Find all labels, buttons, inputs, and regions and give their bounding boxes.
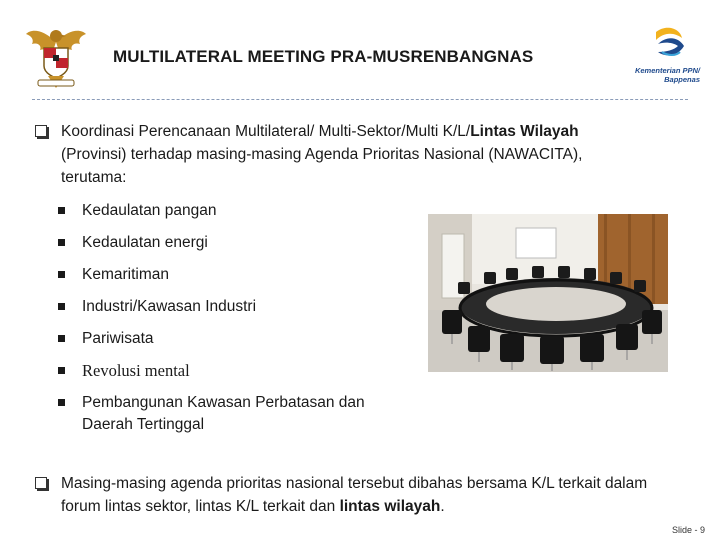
list-item (58, 328, 418, 350)
closing-paragraph (35, 472, 675, 522)
list-item (58, 264, 418, 286)
priority-list (58, 200, 418, 446)
garuda-emblem-icon (22, 22, 90, 92)
closing-text (61, 472, 675, 518)
header-divider (32, 99, 688, 100)
closing-bold: lintas wilayah (339, 498, 441, 515)
bappenas-logo (620, 22, 700, 88)
intro-text-part2: (Provinsi) terhadap masing-masing Agenda Prioritas Nasional (NAWACITA), terutama: (61, 146, 583, 186)
square-bullet-icon (58, 367, 65, 374)
square-bullet-icon (58, 207, 65, 214)
slide-number: Slide - 9 (672, 525, 706, 535)
checkbox-bullet-icon (35, 477, 47, 489)
intro-text-part1: Koordinasi Perencanaan Multilateral/ Multi-Sektor/Multi K/L/ (61, 123, 471, 140)
list-item (58, 232, 418, 254)
closing-text-part2: . (440, 498, 445, 515)
square-bullet-icon (58, 303, 65, 310)
list-item (58, 360, 418, 382)
meeting-room-photo (428, 214, 668, 372)
list-item (58, 296, 418, 318)
list-item-label: Kedaulatan energi (82, 234, 208, 251)
logo-text-line2: Bappenas (664, 75, 700, 84)
intro-bold: Lintas Wilayah (470, 123, 579, 140)
page-title: MULTILATERAL MEETING PRA-MUSRENBANGNAS (113, 47, 534, 66)
list-item-label: Kedaulatan pangan (82, 202, 217, 219)
square-bullet-icon (58, 335, 65, 342)
square-bullet-icon (58, 239, 65, 246)
list-item (58, 392, 418, 436)
logo-text-line1: Kementerian PPN/ (634, 66, 700, 75)
checkbox-bullet-icon (35, 125, 47, 137)
bappenas-logo-icon (648, 22, 688, 62)
bappenas-logo-text (620, 66, 700, 84)
list-item-label: Revolusi mental (82, 361, 190, 380)
intro-paragraph (35, 120, 635, 192)
list-item-label: Kemaritiman (82, 266, 169, 283)
square-bullet-icon (58, 271, 65, 278)
closing-text-part1: Masing-masing agenda prioritas nasional tersebut dibahas bersama K/L terkait dalam forum lintas sektor, lintas K/L terkait dan (61, 475, 648, 515)
list-item-label: Pembangunan Kawasan Perbatasan dan Daerah Tertinggal (82, 394, 365, 433)
list-item-label: Industri/Kawasan Industri (82, 298, 257, 315)
intro-text (61, 120, 635, 189)
list-item-label: Pariwisata (82, 330, 154, 347)
list-item (58, 200, 418, 222)
square-bullet-icon (58, 399, 65, 406)
